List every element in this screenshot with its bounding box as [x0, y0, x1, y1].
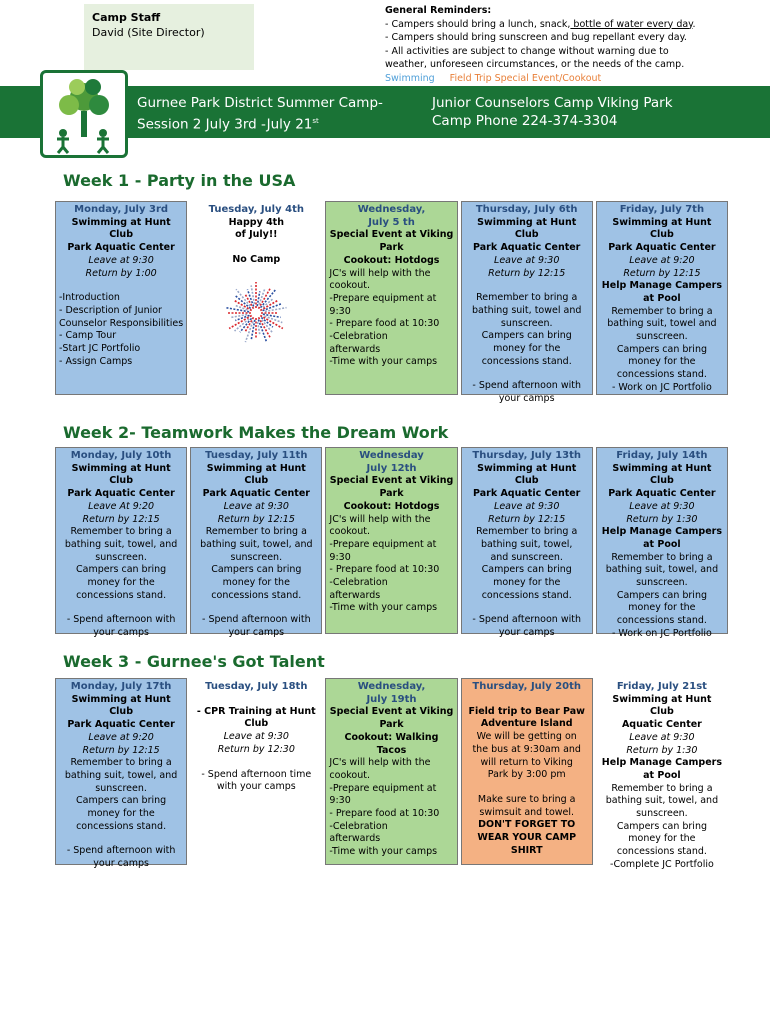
- day-line: Swimming at Hunt Club: [612, 693, 712, 718]
- day-line: Park Aquatic Center: [608, 488, 716, 500]
- day-line: Campers can bring: [616, 589, 707, 601]
- day-cell: [461, 201, 593, 405]
- day-line: Park Aquatic Center: [608, 242, 716, 254]
- day-heading: Friday, July 7th: [619, 204, 705, 215]
- day-cell: [190, 201, 322, 395]
- day-line: Help Manage Campers: [601, 526, 723, 538]
- day-heading: Tuesday, July 4th: [208, 204, 304, 215]
- day-line: -Prepare equipment at: [329, 538, 437, 550]
- reminders-title: General Reminders:: [385, 5, 492, 16]
- day-line: Special Event at Viking: [329, 706, 454, 718]
- day-line: -Celebration: [329, 820, 388, 832]
- day-line: and sunscreen.: [490, 551, 563, 563]
- day-line: Leave At 9:20: [88, 500, 155, 512]
- day-line: -Prepare equipment at: [329, 782, 437, 794]
- day-line: Field trip to Bear Paw: [468, 705, 585, 717]
- legend-swimming: Swimming: [385, 72, 435, 84]
- day-line: money for the: [87, 577, 155, 589]
- day-line: bathing suit, towel, and: [200, 538, 313, 550]
- day-line: bathing suit, towel, and: [605, 564, 719, 576]
- day-line: Return by 12:15: [488, 513, 566, 525]
- day-cell: [325, 447, 457, 634]
- week-1-row: [55, 201, 728, 405]
- day-line: [465, 602, 589, 614]
- day-line: Leave at 9:30: [629, 500, 695, 512]
- day-line: Campers can bring: [481, 564, 572, 576]
- day-line: Campers can bring: [76, 795, 167, 807]
- camp-phone: Camp Phone 224-374-3304: [432, 113, 618, 129]
- day-line: 9:30: [329, 305, 351, 317]
- day-cell: [461, 447, 593, 639]
- day-line: will return to Viking: [480, 756, 573, 768]
- day-heading: Wednesday: [359, 450, 424, 461]
- day-line: at Pool: [643, 769, 681, 781]
- day-line: bathing suit, towel, and: [64, 538, 178, 550]
- day-cell: [325, 201, 457, 395]
- day-heading: Monday, July 10th: [70, 450, 172, 461]
- day-line: money for the: [222, 577, 290, 589]
- day-line: - Camp Tour: [59, 330, 117, 342]
- day-line: Cookout: Hotdogs: [343, 254, 440, 266]
- day-line: Park Aquatic Center: [473, 242, 581, 254]
- day-line: [465, 368, 589, 380]
- day-line: Swimming at Hunt Club: [71, 462, 171, 487]
- day-line: Park Aquatic Center: [67, 719, 175, 731]
- camp-site: Junior Counselors Camp Viking Park: [432, 95, 673, 111]
- day-line: [194, 602, 318, 614]
- day-line: Swimming at Hunt Club: [71, 216, 171, 241]
- day-line: with your camps: [216, 781, 296, 793]
- day-line: Return by 1:30: [626, 744, 698, 756]
- day-line: Campers can bring: [76, 564, 167, 576]
- day-line: sunscreen.: [500, 317, 553, 329]
- day-line: Remember to bring a: [70, 526, 172, 538]
- day-line: afterwards: [329, 343, 381, 355]
- day-line: [194, 242, 318, 254]
- day-line: Park: [379, 719, 404, 731]
- day-line: concessions stand.: [76, 820, 167, 832]
- fireworks-icon: [224, 281, 288, 345]
- day-line: cookout.: [329, 769, 370, 781]
- day-line: concessions stand.: [616, 615, 707, 627]
- week-2-title: Week 2- Teamwork Makes the Dream Work: [63, 423, 449, 442]
- day-line: sunscreen.: [636, 331, 688, 343]
- week-2-row: [55, 447, 728, 639]
- day-line: Leave at 9:30: [494, 500, 560, 512]
- reminder-line: - All activities are subject to change without warning due to: [385, 45, 669, 57]
- day-line: of July!!: [235, 229, 278, 241]
- day-line: Swimming at Hunt Club: [477, 216, 577, 241]
- camp-name: Gurnee Park District Summer Camp-: [137, 95, 383, 111]
- day-line: your camps: [93, 858, 149, 870]
- day-line: Return by 12:15: [217, 513, 295, 525]
- day-line: -Introduction: [59, 292, 120, 304]
- day-line: Leave at 9:20: [88, 731, 154, 743]
- day-heading: July 12th: [366, 462, 417, 474]
- day-line: Tacos: [376, 744, 407, 756]
- day-heading: Monday, July 3rd: [74, 204, 169, 215]
- day-line: -Complete JC Portfolio: [610, 858, 714, 870]
- day-line: Swimming at Hunt Club: [612, 462, 712, 487]
- day-line: - Spend afternoon time: [201, 768, 312, 780]
- day-cell: [190, 447, 322, 639]
- day-line: Park Aquatic Center: [473, 488, 581, 500]
- day-line: concessions stand.: [481, 589, 572, 601]
- day-line: DON'T FORGET TO: [478, 819, 576, 831]
- tree-logo-icon: [43, 73, 125, 155]
- day-line: [465, 782, 589, 794]
- day-line: cookout.: [329, 280, 370, 292]
- day-line: Make sure to bring a: [477, 793, 576, 805]
- day-line: -Start JC Portfolio: [59, 343, 141, 355]
- day-line: Return by 12:15: [623, 267, 701, 279]
- day-line: SHIRT: [510, 844, 543, 856]
- day-line: Remember to bring a: [611, 551, 713, 563]
- day-line: Campers can bring: [616, 820, 707, 832]
- day-line: Remember to bring a: [476, 526, 578, 538]
- day-heading: Wednesday,: [357, 204, 426, 215]
- day-line: Park: [379, 242, 404, 254]
- week-3-row: [55, 678, 728, 870]
- day-line: Remember to bring a: [611, 782, 713, 794]
- reminder-line: weather, unforeseen circumstances, or the needs of the camp.: [385, 59, 685, 70]
- day-line: Help Manage Campers: [601, 280, 723, 292]
- day-line: Swimming at Hunt Club: [477, 462, 577, 487]
- day-line: Remember to bring a: [611, 305, 713, 317]
- day-line: Swimming at Hunt Club: [71, 693, 171, 718]
- day-line: sunscreen.: [95, 782, 147, 794]
- day-line: - Assign Camps: [59, 355, 133, 367]
- day-line: No Camp: [232, 254, 281, 266]
- day-line: - Spend afternoon with: [66, 845, 176, 857]
- day-line: afterwards: [329, 833, 381, 845]
- day-line: Campers can bring: [481, 330, 572, 342]
- day-line: - Spend afternoon with: [202, 614, 311, 626]
- day-cell: [55, 678, 187, 870]
- day-line: at Pool: [643, 292, 681, 304]
- day-line: -Time with your camps: [329, 356, 438, 368]
- staff-member: David (Site Director): [92, 26, 205, 39]
- day-line: -Celebration: [329, 331, 388, 343]
- day-line: bathing suit, towel and: [472, 304, 582, 316]
- day-line: Adventure Island: [480, 718, 573, 730]
- session-sup: st: [312, 117, 319, 125]
- day-line: - Spend afternoon with: [66, 614, 176, 626]
- day-cell: [596, 201, 728, 395]
- camp-location: [432, 94, 673, 130]
- day-line: Remember to bring a: [476, 292, 578, 304]
- day-cell: [55, 201, 187, 395]
- day-line: - Description of Junior: [59, 304, 162, 316]
- day-line: -Time with your camps: [329, 602, 438, 614]
- day-line: - Spend afternoon with: [472, 614, 581, 626]
- day-line: JC's will help with the: [329, 513, 431, 525]
- day-cell: [596, 678, 728, 870]
- day-line: at Pool: [643, 538, 681, 550]
- day-line: money for the: [628, 602, 696, 614]
- day-cell: [325, 678, 457, 865]
- day-line: money for the: [493, 577, 561, 589]
- staff-title: Camp Staff: [92, 11, 161, 24]
- day-line: -Celebration: [329, 577, 388, 589]
- day-line: 9:30: [329, 551, 351, 563]
- day-heading: July 19th: [366, 693, 417, 705]
- day-line: bathing suit, towel, and: [64, 769, 178, 781]
- day-line: Campers can bring: [616, 343, 707, 355]
- camp-staff-box: [84, 4, 254, 70]
- day-line: sunscreen.: [230, 551, 283, 563]
- day-line: - Work on JC Portfolio: [611, 381, 712, 393]
- day-line: [59, 602, 183, 614]
- day-heading: Thursday, July 20th: [472, 681, 582, 692]
- day-line: Leave at 9:30: [494, 254, 560, 266]
- day-line: Leave at 9:30: [223, 731, 289, 743]
- week-3-title: Week 3 - Gurnee's Got Talent: [63, 652, 325, 671]
- day-line: Park Aquatic Center: [67, 488, 175, 500]
- day-line: Return by 12:15: [82, 513, 160, 525]
- week-1-title: Week 1 - Party in the USA: [63, 171, 296, 190]
- session-dates: Session 2 July 3rd -July 21: [137, 116, 313, 133]
- day-line: concessions stand.: [76, 589, 167, 601]
- day-line: - Prepare food at 10:30: [329, 318, 440, 330]
- day-line: Aquatic Center: [621, 719, 702, 731]
- day-line: - Prepare food at 10:30: [329, 564, 440, 576]
- day-line: [465, 280, 589, 292]
- day-line: 9:30: [329, 795, 351, 807]
- day-line: Special Event at Viking: [329, 475, 454, 487]
- day-line: money for the: [493, 343, 561, 355]
- day-line: concessions stand.: [481, 355, 572, 367]
- day-line: -Time with your camps: [329, 846, 438, 858]
- day-line: [59, 280, 183, 292]
- day-line: concessions stand.: [616, 369, 707, 381]
- day-heading: Friday, July 21st: [616, 681, 707, 692]
- day-line: - CPR Training at Hunt: [196, 705, 316, 717]
- day-line: Remember to bring a: [205, 526, 307, 538]
- day-line: Return by 12:15: [82, 744, 160, 756]
- reminder-line-end: .: [692, 18, 696, 30]
- day-line: sunscreen.: [95, 551, 147, 563]
- day-heading: Wednesday,: [357, 681, 426, 692]
- day-line: Swimming at Hunt Club: [612, 216, 712, 241]
- day-cell: [55, 447, 187, 639]
- day-line: your camps: [498, 393, 555, 405]
- day-line: money for the: [628, 356, 696, 368]
- day-line: Campers can bring: [211, 564, 302, 576]
- day-line: JC's will help with the: [329, 267, 431, 279]
- day-line: cookout.: [329, 526, 370, 538]
- day-line: Return by 1:00: [85, 267, 157, 279]
- day-line: - Work on JC Portfolio: [611, 627, 712, 639]
- day-line: Leave at 9:30: [629, 731, 695, 743]
- day-line: Help Manage Campers: [601, 757, 723, 769]
- day-line: bathing suit, towel, and: [605, 795, 719, 807]
- day-line: your camps: [498, 627, 555, 639]
- day-line: - Spend afternoon with: [472, 380, 581, 392]
- day-heading: Thursday, July 6th: [475, 204, 578, 215]
- day-line: [465, 694, 589, 706]
- day-line: Return by 12:15: [488, 267, 566, 279]
- day-heading: Monday, July 17th: [70, 681, 172, 692]
- day-line: Park by 3:00 pm: [487, 769, 566, 781]
- day-line: the bus at 9:30am and: [472, 743, 581, 755]
- day-line: money for the: [628, 833, 696, 845]
- day-heading: July 5 th: [368, 216, 415, 228]
- day-line: Counselor Responsibilities: [59, 317, 184, 329]
- day-line: Remember to bring a: [70, 757, 172, 769]
- day-line: Cookout: Walking: [344, 731, 439, 743]
- day-line: Park Aquatic Center: [67, 242, 175, 254]
- camp-session-title: [137, 94, 383, 134]
- day-line: swimsuit and towel.: [479, 806, 575, 818]
- day-line: Cookout: Hotdogs: [343, 500, 440, 512]
- day-line: We will be getting on: [476, 731, 577, 743]
- day-line: concessions stand.: [211, 589, 302, 601]
- day-heading: Friday, July 14th: [616, 450, 708, 461]
- day-heading: Tuesday, July 18th: [205, 681, 308, 692]
- day-line: concessions stand.: [616, 846, 707, 858]
- day-line: Park Aquatic Center: [202, 488, 310, 500]
- park-district-logo: [40, 70, 128, 158]
- day-line: your camps: [93, 627, 149, 639]
- day-cell: [190, 678, 322, 865]
- day-line: your camps: [228, 627, 285, 639]
- day-line: Swimming at Hunt Club: [206, 462, 306, 487]
- day-cell: [596, 447, 728, 639]
- day-line: [194, 757, 318, 769]
- reminder-underlined: bottle of water every day: [570, 18, 693, 30]
- legend-field-trip: Field Trip Special Event/Cookout: [449, 72, 602, 84]
- day-line: -Prepare equipment at: [329, 292, 437, 304]
- day-line: Leave at 9:20: [629, 254, 695, 266]
- day-line: Leave at 9:30: [88, 254, 154, 266]
- day-line: Return by 1:30: [626, 513, 698, 525]
- day-line: sunscreen.: [636, 808, 688, 820]
- day-line: [59, 833, 183, 845]
- day-line: Leave at 9:30: [223, 500, 289, 512]
- day-heading: Thursday, July 13th: [472, 450, 582, 461]
- day-line: JC's will help with the: [329, 757, 431, 769]
- day-heading: Tuesday, July 11th: [205, 450, 308, 461]
- day-line: Special Event at Viking: [329, 229, 454, 241]
- day-line: WEAR YOUR CAMP: [477, 832, 577, 844]
- day-line: Happy 4th: [228, 216, 284, 228]
- day-line: Club: [244, 718, 269, 730]
- day-line: - Prepare food at 10:30: [329, 808, 440, 820]
- day-line: afterwards: [329, 589, 381, 601]
- day-line: Return by 12:30: [217, 743, 295, 755]
- day-line: bathing suit, towel,: [480, 538, 573, 550]
- reminder-line: - Campers should bring sunscreen and bug repellant every day.: [385, 32, 687, 43]
- reminder-line: - Campers should bring a lunch, snack,: [385, 18, 571, 30]
- day-line: bathing suit, towel and: [607, 318, 717, 330]
- day-line: Park: [379, 488, 404, 500]
- day-line: [194, 694, 318, 706]
- color-legend: [385, 73, 613, 84]
- day-line: money for the: [87, 808, 155, 820]
- day-cell: [461, 678, 593, 865]
- general-reminders: [385, 4, 765, 85]
- day-line: sunscreen.: [636, 577, 688, 589]
